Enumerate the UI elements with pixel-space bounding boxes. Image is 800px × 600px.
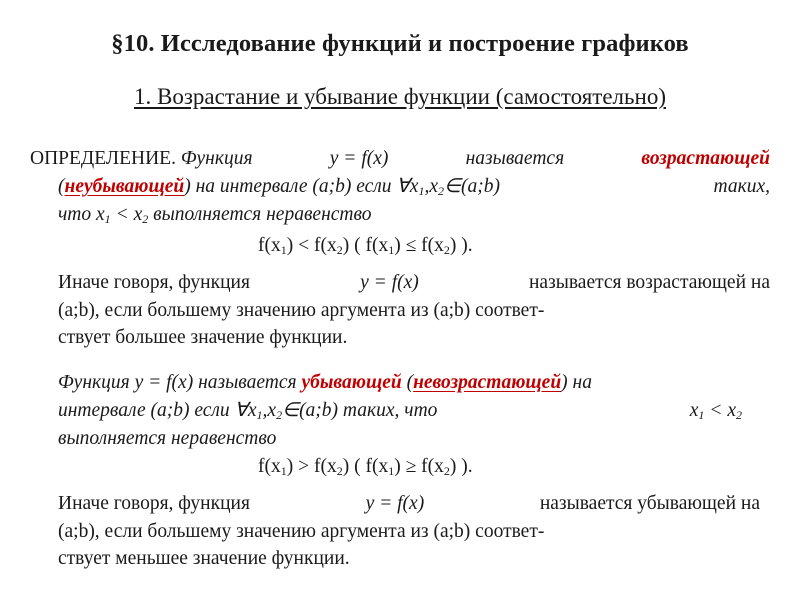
def1-formula: $f(x_1) < f(x_2)$ ( $f(x_1) \le f(x_2)$ ). — [258, 235, 473, 257]
def2-formula: $f(x_1) > f(x_2)$ ( $f(x_1) \ge f(x_2)$ ). — [258, 456, 473, 478]
para2-line-2: (a;b), если большему значению аргумента из (a;b) соответ- — [58, 521, 545, 542]
def1-line-3: что $x_1 < x_2$ выполняется неравенство — [58, 204, 372, 226]
def2-line-2: интервале (a;b) если $\forall x_1,x_2\in(a;b)$ таких, что $x_1 < x_2$ — [58, 400, 742, 422]
para1-line-3: ствует большее значение функции. — [58, 327, 348, 348]
section-subtitle: 1. Возрастание и убывание функции (самостоятельно) — [134, 84, 666, 109]
definition-label: ОПРЕДЕЛЕНИЕ. — [30, 148, 181, 169]
term-nonincreasing: невозрастающей — [413, 372, 562, 393]
def1-line-1: ОПРЕДЕЛЕНИЕ. Функция y = f(x) называется возрастающей — [30, 146, 770, 172]
def1-line-2: (неубывающей) на интервале (a;b) если $\forall x_1,x_2\in(a;b)$ таких, — [58, 176, 770, 198]
para1-line-1: Иначе говоря, функция y = f(x) называется возрастающей на — [58, 272, 770, 293]
term-increasing: возрастающей — [641, 148, 770, 169]
para2-line-1: Иначе говоря, функция y = f(x) называется убывающей на — [58, 493, 760, 514]
page-title: §10. Исследование функций и построение графиков — [111, 30, 689, 57]
para2-line-3: ствует меньшее значение функции. — [58, 548, 350, 569]
term-nondecreasing: неубывающей — [64, 176, 185, 197]
def2-line-3: выполняется неравенство — [58, 428, 277, 449]
term-decreasing: убывающей — [301, 372, 402, 393]
def2-line-1: Функция y = f(x) называется убывающей (невозрастающей) на — [58, 372, 592, 393]
para1-line-2: (a;b), если большему значению аргумента из (a;b) соответ- — [58, 300, 545, 321]
